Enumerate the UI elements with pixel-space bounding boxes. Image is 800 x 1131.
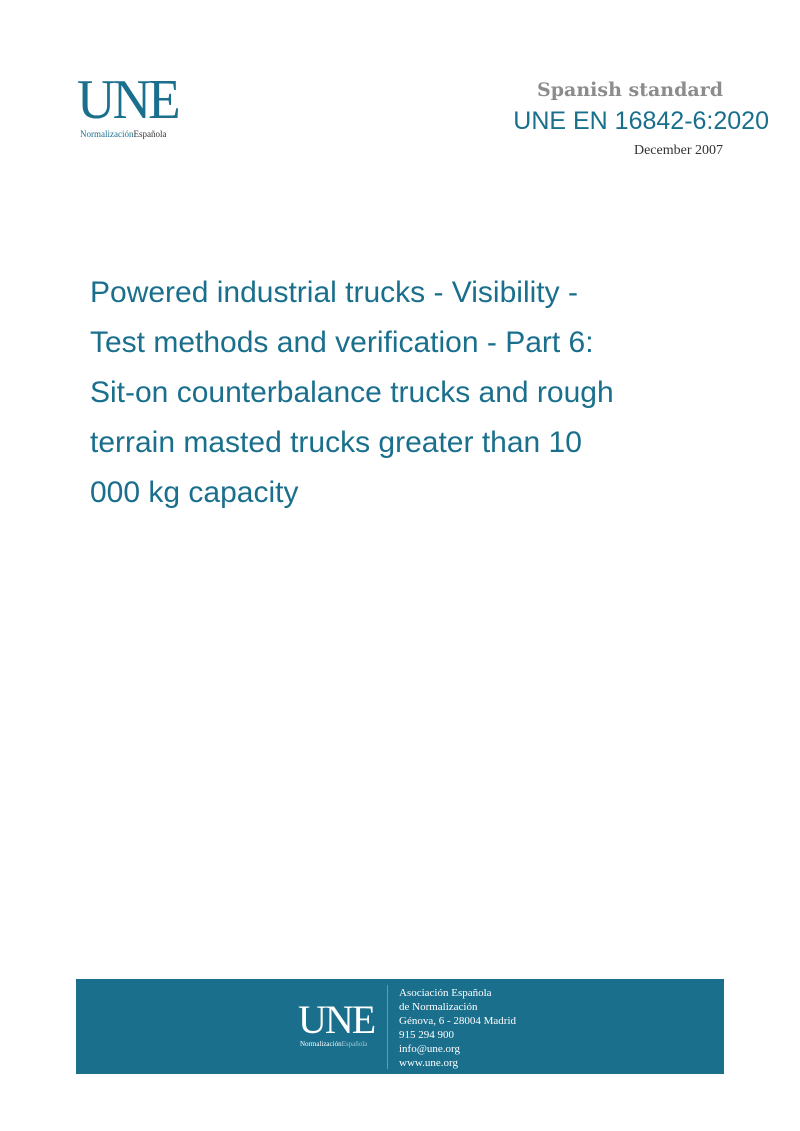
org-email[interactable]: info@une.org — [399, 1043, 460, 1055]
standard-date: December 2007 — [633, 143, 723, 158]
org-name-line2: de Normalización — [399, 1001, 478, 1013]
footer-logo-tagline-part1: Normalización — [300, 1040, 342, 1048]
standard-type: Spanish standard — [537, 79, 723, 101]
standard-code: UNE EN 16842-6:2020 — [513, 107, 769, 135]
footer-logo-wordmark: UNE — [298, 997, 375, 1042]
footer-logo-tagline — [300, 1040, 367, 1048]
logo-tagline-part2: Española — [133, 129, 167, 139]
org-address: Génova, 6 - 28004 Madrid — [399, 1015, 517, 1027]
org-website[interactable]: www.une.org — [399, 1057, 458, 1069]
org-name-line1: Asociación Española — [399, 987, 492, 999]
logo-tagline-part1: Normalización — [80, 129, 134, 139]
logo-wordmark: UNE — [77, 69, 178, 131]
footer-banner — [76, 979, 724, 1074]
footer-divider — [387, 985, 388, 1069]
document-title: Powered industrial trucks - Visibility - Test methods and verification - Part 6: Sit-on counterbalance trucks and rough terrain masted trucks greater than 10 000 kg capacity — [90, 276, 614, 509]
logo-tagline — [80, 129, 166, 139]
une-logo — [77, 69, 197, 144]
footer-logo — [298, 997, 388, 1051]
footer-contact-info — [399, 986, 516, 1070]
org-phone: 915 294 900 — [399, 1029, 454, 1041]
footer-logo-tagline-part2: Española — [341, 1040, 368, 1048]
